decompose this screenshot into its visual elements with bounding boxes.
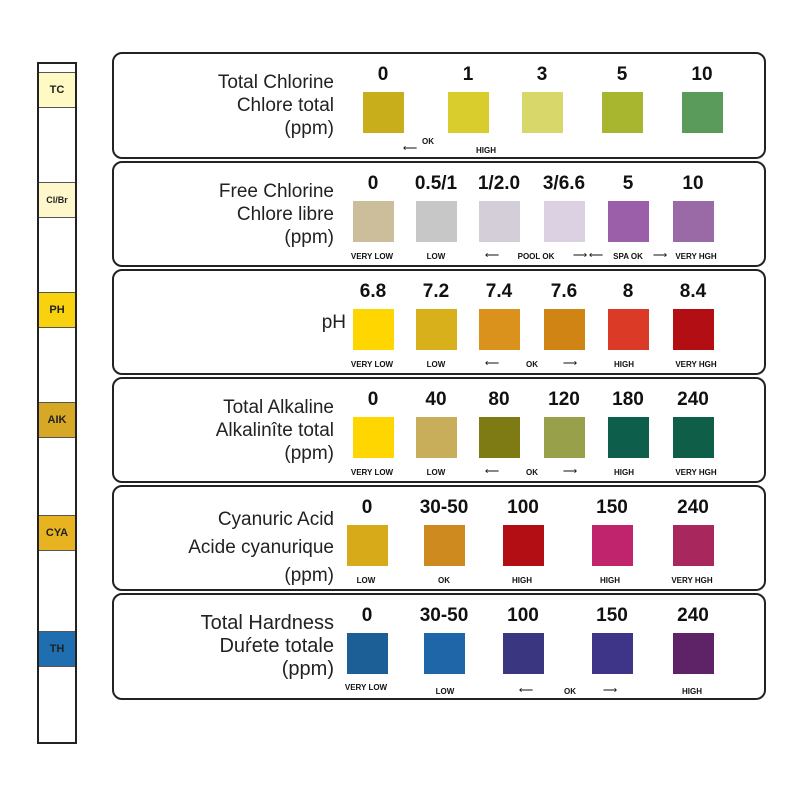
left-arrow-icon: ⟵ [484, 250, 500, 261]
strip-pad-ph [39, 292, 75, 328]
panel-cyanuric-acid [112, 485, 766, 591]
panel-total-hardness [112, 593, 766, 700]
title-line: (ppm) [284, 227, 334, 248]
right-arrow-icon: ⟶ [652, 250, 668, 261]
scale-value: 0 [361, 497, 373, 518]
scale-value: 0 [361, 605, 373, 626]
scale-step [339, 605, 395, 674]
scale-step [471, 173, 527, 242]
panel-ph [112, 269, 766, 375]
scale-value: 6.8 [359, 281, 387, 302]
scale-step [495, 605, 551, 674]
scale-value: 10 [682, 173, 704, 194]
scale-value: 240 [677, 389, 709, 410]
scale-step [536, 173, 592, 242]
title-line: Chlore libre [236, 204, 334, 225]
range-label: HIGH [614, 468, 634, 477]
range-label: VERY HGH [675, 360, 717, 369]
panel-title [216, 396, 334, 465]
scale-step [416, 497, 472, 566]
range-label: LOW [426, 252, 446, 261]
range-label: VERY LOW [350, 252, 394, 261]
title-line: Total Alkaline [223, 397, 334, 418]
left-arrow-icon: ⟵ [402, 143, 418, 154]
color-swatch [592, 633, 633, 674]
scale-step [536, 281, 592, 350]
range-label: LOW [435, 687, 455, 696]
title-line: Chlore total [236, 95, 334, 116]
scale-step [536, 389, 592, 458]
range-label: VERY HGH [671, 576, 713, 585]
color-swatch [448, 92, 489, 133]
right-arrow-icon: ⟶ [602, 685, 618, 696]
color-swatch [608, 417, 649, 458]
color-swatch [673, 633, 714, 674]
scale-value: 7.6 [550, 281, 578, 302]
scale-step [600, 389, 656, 458]
color-swatch [544, 417, 585, 458]
color-swatch [673, 525, 714, 566]
color-swatch [592, 525, 633, 566]
range-label: HIGH [512, 576, 532, 585]
scale-value: 100 [507, 497, 539, 518]
scale-value: 150 [596, 605, 628, 626]
range-label: OK [564, 687, 576, 696]
scale-step [665, 605, 721, 674]
range-label: HIGH [614, 360, 634, 369]
strip-pad-tc [39, 72, 75, 108]
scale-step [355, 64, 411, 133]
color-swatch [608, 309, 649, 350]
strip-pad-label: AIK [47, 414, 67, 426]
strip-pad-label: TH [49, 643, 65, 655]
scale-step [514, 64, 570, 133]
color-swatch [673, 309, 714, 350]
range-label: SPA OK [613, 252, 643, 261]
range-label: VERY LOW [344, 683, 388, 692]
color-swatch [347, 525, 388, 566]
color-swatch [608, 201, 649, 242]
range-label: VERY LOW [350, 360, 394, 369]
scale-step [339, 497, 395, 566]
color-swatch [416, 201, 457, 242]
scale-value: 150 [596, 497, 628, 518]
scale-step [408, 281, 464, 350]
scale-value: 3/6.6 [542, 173, 586, 194]
scale-value: 7.2 [422, 281, 450, 302]
color-swatch [522, 92, 563, 133]
scale-step [665, 281, 721, 350]
color-swatch [416, 417, 457, 458]
scale-value: 30-50 [419, 497, 469, 518]
scale-value: 100 [507, 605, 539, 626]
color-swatch [673, 201, 714, 242]
scale-step [594, 64, 650, 133]
range-label: VERY HGH [675, 468, 717, 477]
strip-pad-label: TC [49, 84, 65, 96]
strip-pad-cya [39, 515, 75, 551]
scale-value: 0 [367, 173, 379, 194]
range-label: OK [526, 468, 538, 477]
strip-pad-label: Cl/Br [46, 195, 68, 205]
title-line: (ppm) [284, 565, 334, 586]
title-line: (ppm) [281, 658, 334, 680]
strip-pad-label: PH [49, 304, 65, 316]
range-label: HIGH [600, 576, 620, 585]
color-swatch [602, 92, 643, 133]
title-line: Cyanuric Acid [217, 509, 334, 530]
color-swatch [424, 633, 465, 674]
left-arrow-icon: ⟵ [588, 250, 604, 261]
color-swatch [479, 201, 520, 242]
range-label: OK [422, 137, 434, 146]
title-line: Acide cyanurique [188, 537, 334, 558]
scale-value: 5 [622, 173, 634, 194]
range-label: LOW [426, 468, 446, 477]
scale-value: 30-50 [419, 605, 469, 626]
title-line: Total Chlorine [217, 72, 334, 93]
scale-step [345, 281, 401, 350]
color-swatch [503, 525, 544, 566]
color-swatch [353, 309, 394, 350]
test-strip [37, 62, 77, 744]
range-label: HIGH [476, 146, 496, 155]
scale-step [674, 64, 730, 133]
panel-title [218, 71, 334, 140]
scale-value: 1/2.0 [477, 173, 521, 194]
title-line: Free Chlorine [218, 181, 334, 202]
color-swatch [416, 309, 457, 350]
right-arrow-icon: ⟶ [562, 358, 578, 369]
scale-step [408, 173, 464, 242]
color-swatch [424, 525, 465, 566]
color-swatch [479, 417, 520, 458]
range-label: POOL OK [517, 252, 555, 261]
scale-step [440, 64, 496, 133]
panel-title [201, 612, 334, 681]
color-swatch [544, 309, 585, 350]
range-label: VERY LOW [350, 468, 394, 477]
scale-step [408, 389, 464, 458]
color-swatch [353, 201, 394, 242]
color-swatch [347, 633, 388, 674]
scale-step [665, 173, 721, 242]
range-label: HIGH [682, 687, 702, 696]
color-swatch [682, 92, 723, 133]
strip-pad-clbr [39, 182, 75, 218]
scale-value: 0 [367, 389, 379, 410]
color-swatch [363, 92, 404, 133]
scale-value: 240 [677, 605, 709, 626]
scale-value: 180 [612, 389, 644, 410]
scale-value: 10 [691, 64, 713, 85]
scale-value: 3 [536, 64, 548, 85]
scale-step [584, 497, 640, 566]
scale-value: 5 [616, 64, 628, 85]
range-label: OK [438, 576, 450, 585]
scale-value: 80 [488, 389, 510, 410]
scale-step [600, 173, 656, 242]
panel-total-chlorine [112, 52, 766, 159]
scale-value: 1 [462, 64, 474, 85]
range-label: LOW [426, 360, 446, 369]
color-swatch [479, 309, 520, 350]
scale-value: 240 [677, 497, 709, 518]
title-line: (ppm) [284, 118, 334, 139]
scale-step [471, 281, 527, 350]
color-swatch [544, 201, 585, 242]
right-arrow-icon: ⟶ [562, 466, 578, 477]
title-line: Duŕete totale [219, 635, 334, 657]
range-label: OK [526, 360, 538, 369]
scale-step [600, 281, 656, 350]
left-arrow-icon: ⟵ [484, 466, 500, 477]
scale-value: 0.5/1 [414, 173, 458, 194]
scale-step [665, 497, 721, 566]
panel-title [322, 311, 346, 334]
panel-title [188, 506, 334, 590]
scale-step [584, 605, 640, 674]
scale-step [416, 605, 472, 674]
title-line: Total Hardness [200, 612, 334, 634]
scale-value: 120 [548, 389, 580, 410]
strip-pad-th [39, 631, 75, 667]
scale-step [495, 497, 551, 566]
title-line: (ppm) [284, 443, 334, 464]
right-arrow-icon: ⟶ [572, 250, 588, 261]
title-line: Alkalinîte total [215, 420, 334, 441]
range-label: LOW [356, 576, 376, 585]
color-swatch [673, 417, 714, 458]
left-arrow-icon: ⟵ [518, 685, 534, 696]
scale-value: 7.4 [485, 281, 513, 302]
scale-value: 8.4 [679, 281, 707, 302]
scale-step [345, 173, 401, 242]
range-label: VERY HGH [675, 252, 717, 261]
left-arrow-icon: ⟵ [484, 358, 500, 369]
scale-value: 0 [377, 64, 389, 85]
panel-total-alkaline [112, 377, 766, 483]
title-line: pH [321, 312, 346, 333]
strip-pad-label: CYA [45, 527, 69, 539]
scale-value: 40 [425, 389, 447, 410]
scale-step [345, 389, 401, 458]
scale-value: 8 [622, 281, 634, 302]
scale-step [665, 389, 721, 458]
scale-step [471, 389, 527, 458]
strip-pad-alk [39, 402, 75, 438]
panel-free-chlorine [112, 161, 766, 267]
panel-title [219, 180, 334, 249]
color-swatch [353, 417, 394, 458]
color-swatch [503, 633, 544, 674]
